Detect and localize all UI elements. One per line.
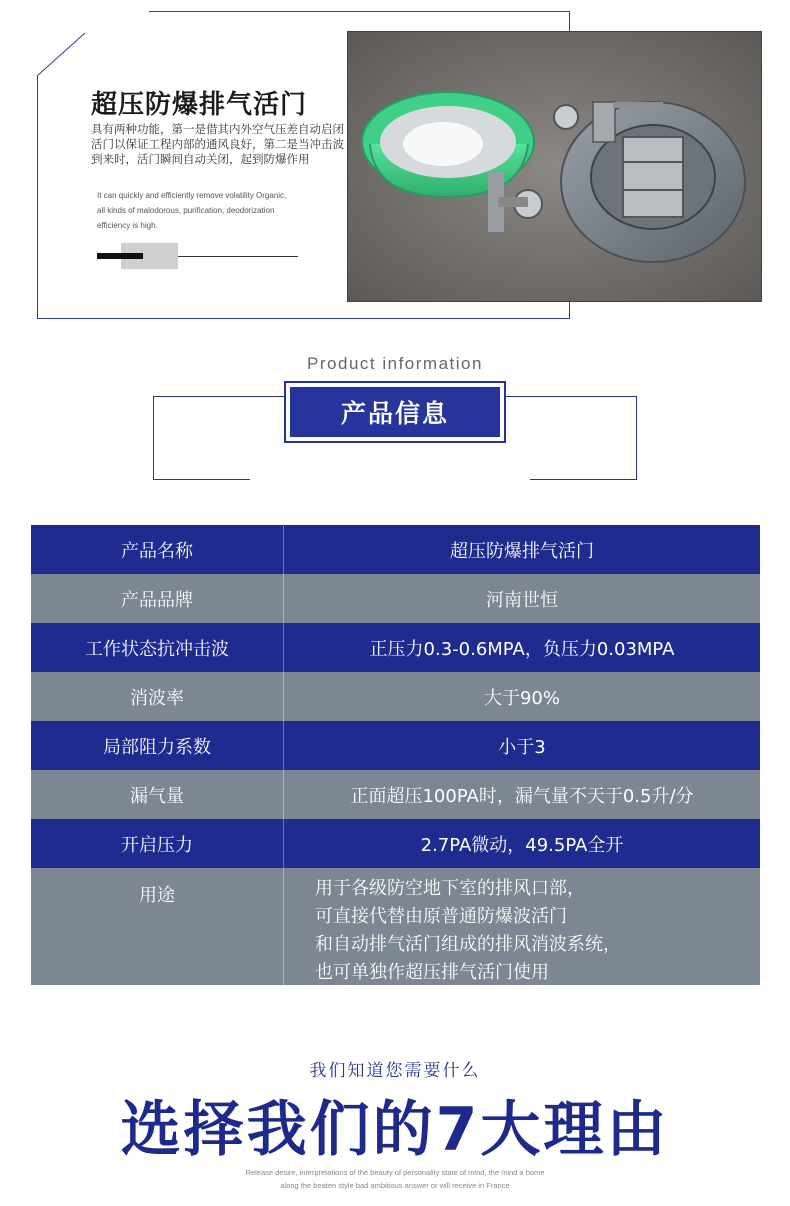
why-us-english-line: along the beaten style bad ambitious answer or will receive in France [280,1181,510,1190]
spec-value: 大于90% [483,687,560,709]
spec-key: 开启压力 [31,819,284,868]
spec-key: 工作状态抗冲击波 [31,623,284,672]
spec-value: 2.7PA微动，49.5PA全开 [420,834,624,856]
table-row [31,672,760,721]
why-us-subtitle: 我们知道您需要什么 [309,1061,481,1081]
hero-accent-black [97,253,143,259]
spec-key: 产品名称 [31,525,284,574]
table-row [31,819,760,868]
hero-title: 超压防爆排气活门 [91,90,308,120]
table-row [31,770,760,819]
hero-frame-left [37,76,38,319]
usage-line: 用于各级防空地下室的排风口部， [315,878,585,899]
spec-table [31,525,760,985]
spec-value: 正压力0.3-0.6MPA，负压力0.03MPA [369,638,675,660]
spec-key: 消波率 [31,672,284,721]
spec-value: 超压防爆排气活门 [450,540,594,562]
spec-value: 河南世恒 [486,589,558,611]
spec-value: 正面超压100PA时，漏气量不天于0.5升/分 [350,785,694,807]
hero-frame-right-lower [569,300,570,319]
why-us-english-line: Release desire, interpretations of the beauty of personality state of mind, the mind a home [245,1168,545,1177]
why-us-english [0,1166,790,1192]
product-photo [347,31,762,302]
table-row [31,574,760,623]
hero-frame-top [149,11,570,12]
product-info-heading-box [284,381,506,443]
table-row [31,623,760,672]
hero-frame-bottom [37,318,570,319]
spec-key: 漏气量 [31,770,284,819]
spec-key: 局部阻力系数 [31,721,284,770]
table-row [31,525,760,574]
heading-bracket-right [506,396,637,480]
table-row [31,868,760,985]
product-info-heading: 产品信息 [290,387,500,437]
hero-description: 具有两种功能，第一是借其内外空气压差自动启闭活门以保证工程内部的通风良好，第二是当冲击波到来时，活门瞬间自动关闭，起到防爆作用 [91,122,344,166]
usage-line: 和自动排气活门组成的排风消波系统， [315,934,621,955]
why-us-title: 选择我们的7大理由 [120,1095,670,1165]
spec-value: 小于3 [498,736,546,758]
table-row [31,721,760,770]
hero-accent-line [178,256,298,257]
usage-line: 可直接代替由原普通防爆波活门 [315,906,567,927]
heading-bracket-left [153,396,284,480]
spec-key: 用途 [31,868,284,985]
usage-line: 也可单独作超压排气活门使用 [315,962,549,983]
spec-value-usage [284,868,760,985]
hero-frame-right [569,11,570,33]
hero-description-en: It can quickly and efficiently remove volatility Organic, all kinds of malodorous, purification, deodorization efficiency is high. [97,191,287,230]
spec-key: 产品品牌 [31,574,284,623]
product-info-heading-en: Product information [307,354,483,373]
